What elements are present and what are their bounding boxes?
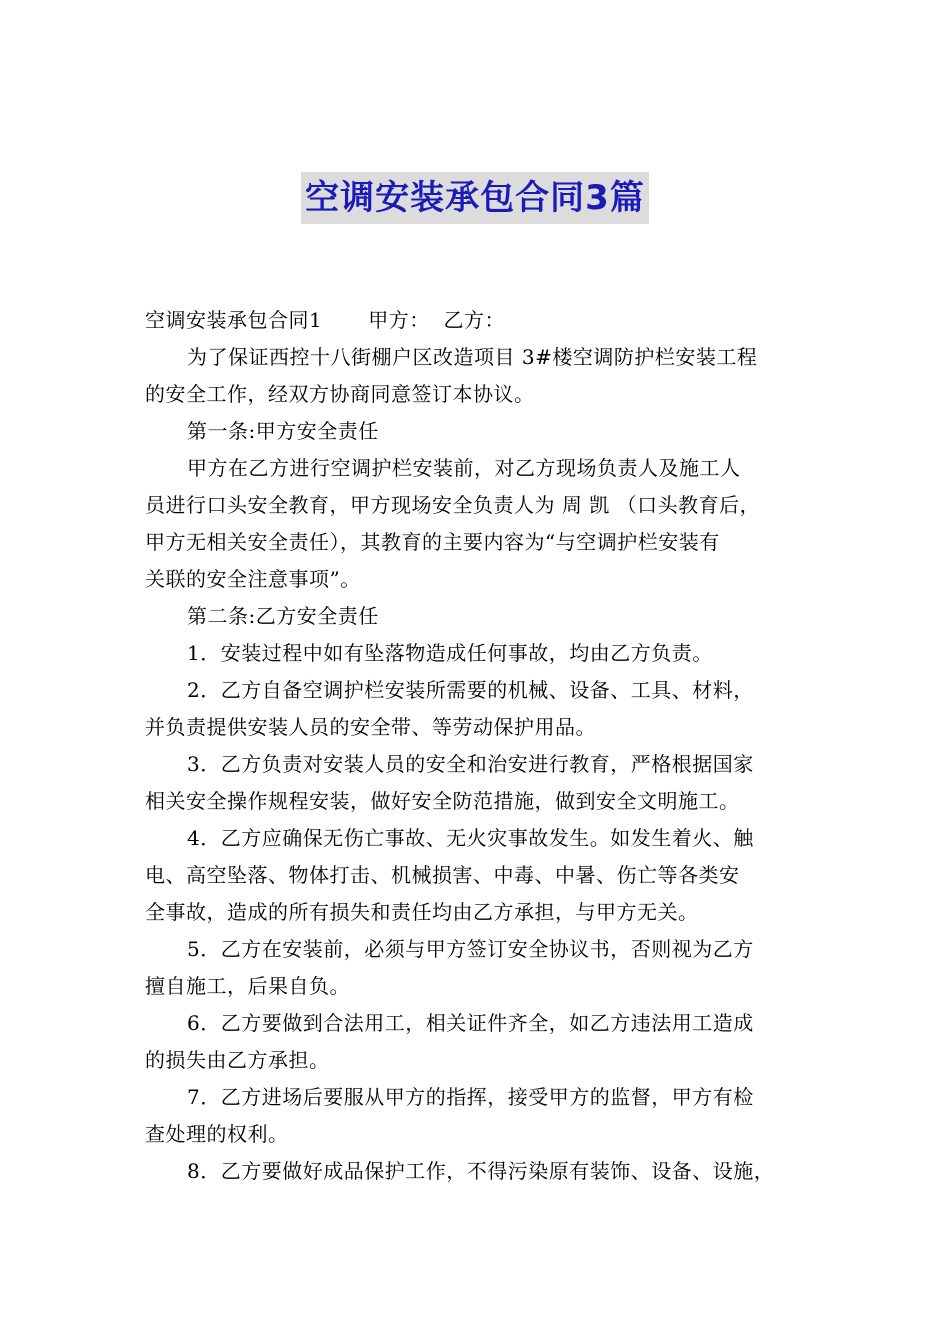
text-line: 甲方在乙方进行空调护栏安装前，对乙方现场负责人及施工人 <box>187 456 741 480</box>
text-line: 2．乙方自备空调护栏安装所需要的机械、设备、工具、材料， <box>187 678 754 702</box>
contract-name: 空调安装承包合同1 <box>145 308 323 332</box>
text-line: 8．乙方要做好成品保护工作，不得污染原有装饰、设备、设施， <box>187 1159 775 1183</box>
text-line: 关联的安全注意事项”。 <box>145 567 361 591</box>
title-wrap <box>0 172 950 224</box>
text-line: 甲方无相关安全责任），其教育的主要内容为“与空调护栏安装有 <box>145 530 720 554</box>
paragraph-lines <box>145 339 825 1190</box>
text-line: 为了保证西控十八街棚户区改造项目 3#楼空调防护栏安装工程 <box>187 345 758 369</box>
document-title: 空调安装承包合同3篇 <box>301 172 649 224</box>
text-line: 7．乙方进场后要服从甲方的指挥，接受甲方的监督，甲方有检 <box>187 1085 754 1109</box>
text-line: 并负责提供安装人员的安全带、等劳动保护用品。 <box>145 715 596 739</box>
document-body <box>145 302 825 1190</box>
text-line: 第一条:甲方安全责任 <box>187 419 379 443</box>
header-line <box>145 302 825 339</box>
party-b-label: 乙方： <box>443 308 505 332</box>
text-line: 5．乙方在安装前，必须与甲方签订安全协议书，否则视为乙方 <box>187 937 754 961</box>
text-line: 电、高空坠落、物体打击、机械损害、中毒、中暑、伤亡等各类安 <box>145 863 740 887</box>
text-line: 的安全工作，经双方协商同意签订本协议。 <box>145 382 535 406</box>
text-line: 查处理的权利。 <box>145 1122 289 1146</box>
text-line: 员进行口头安全教育，甲方现场安全负责人为 周 凯 （口头教育后， <box>145 493 761 517</box>
text-line: 相关安全操作规程安装，做好安全防范措施，做到安全文明施工。 <box>145 789 740 813</box>
text-line: 擅自施工，后果自负。 <box>145 974 350 998</box>
text-line: 3．乙方负责对安装人员的安全和治安进行教育，严格根据国家 <box>187 752 754 776</box>
text-line: 4．乙方应确保无伤亡事故、无火灾事故发生。如发生着火、触 <box>187 826 754 850</box>
text-line: 全事故，造成的所有损失和责任均由乙方承担，与甲方无关。 <box>145 900 699 924</box>
text-line: 1．安装过程中如有坠落物造成任何事故，均由乙方负责。 <box>187 641 713 665</box>
text-line: 第二条:乙方安全责任 <box>187 604 379 628</box>
text-line: 6．乙方要做到合法用工，相关证件齐全，如乙方违法用工造成 <box>187 1011 754 1035</box>
text-line: 的损失由乙方承担。 <box>145 1048 330 1072</box>
party-a-label: 甲方： <box>368 308 430 332</box>
